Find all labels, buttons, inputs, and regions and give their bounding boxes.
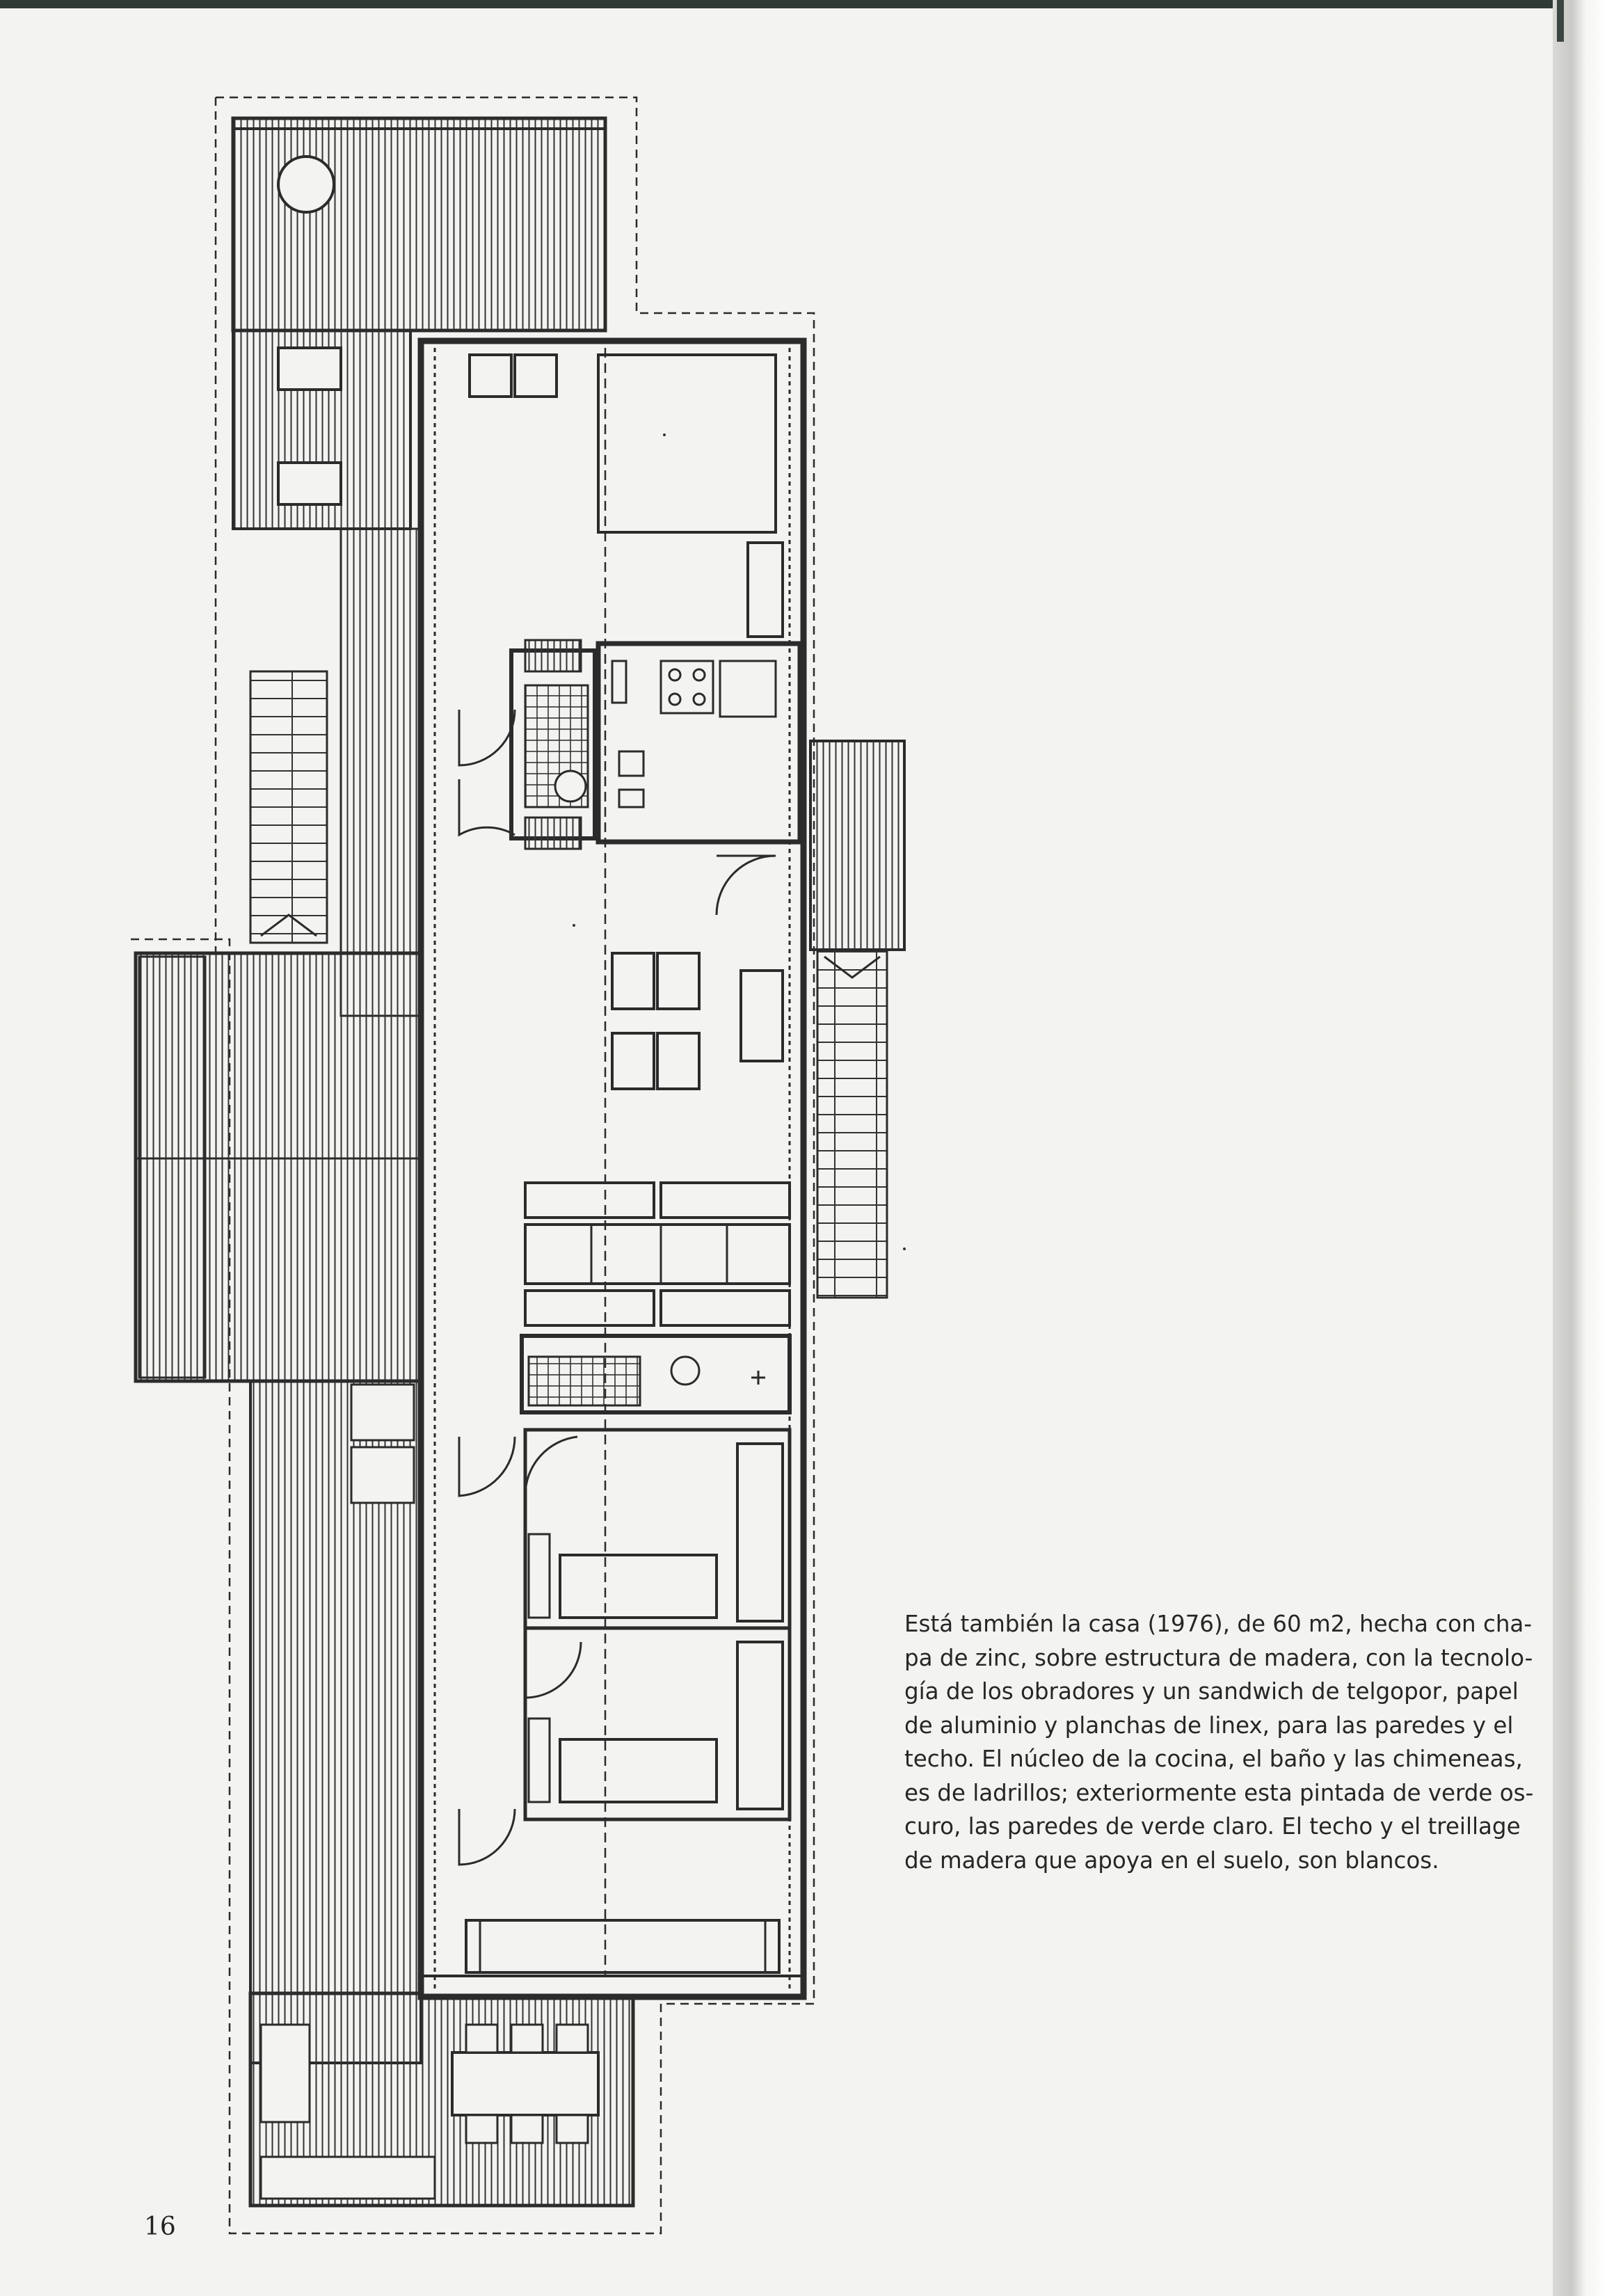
- caption-line: techo. El núcleo de la cocina, el baño y las chimeneas,: [904, 1746, 1523, 1772]
- dining-table: [452, 2052, 598, 2115]
- deck-left-walkway: [341, 529, 421, 1016]
- stair-right: [817, 950, 887, 1298]
- caption-line: pa de zinc, sobre estructura de madera, con la tecnolo-: [904, 1644, 1533, 1671]
- caption-line: Está también la casa (1976), de 60 m2, hecha con cha-: [904, 1611, 1533, 1637]
- house-shell: [421, 341, 804, 1997]
- caption-line: es de ladrillos; exteriormente esta pintada de verde os-: [904, 1779, 1534, 1806]
- facing-page-edge: [1553, 0, 1607, 2296]
- top-binding-band: [0, 0, 1607, 8]
- caption-line: curo, las paredes de verde claro. El techo y el treillage: [904, 1813, 1521, 1840]
- caption-line: gía de los obradores y un sandwich de telgopor, papel: [904, 1678, 1519, 1705]
- page-number: 16: [144, 2213, 176, 2241]
- floor-plan-drawing: [125, 83, 925, 2268]
- deck-top: [233, 118, 605, 330]
- facing-page-corner: [1557, 0, 1564, 42]
- caption-line: de madera que apoya en el suelo, son blancos.: [904, 1847, 1439, 1874]
- caption-paragraph: [904, 1607, 1534, 1877]
- stair-left: [250, 671, 327, 943]
- chimney-circle: [278, 157, 334, 212]
- caption-line: de aluminio y planchas de linex, para las paredes y el: [904, 1712, 1514, 1739]
- deck-left-large: [136, 953, 421, 1381]
- deck-right: [810, 741, 904, 950]
